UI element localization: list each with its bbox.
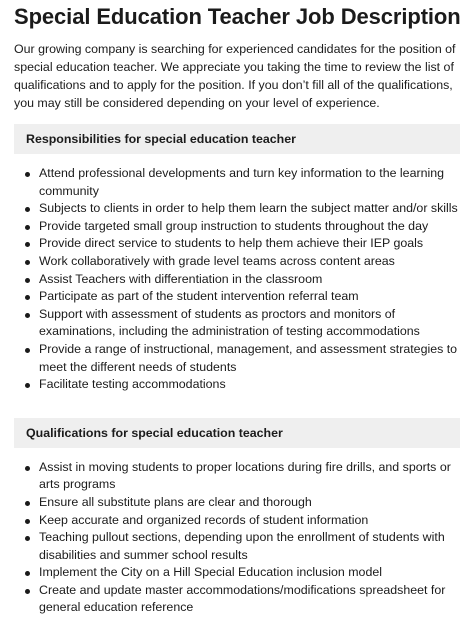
list-item [14, 341, 460, 376]
responsibilities-heading: Responsibilities for special education teacher [14, 124, 460, 154]
bullet-icon [25, 383, 30, 388]
list-item-text: Assist in moving students to proper locations during fire drills, and sports or arts programs [39, 459, 451, 492]
list-item [14, 306, 460, 341]
responsibilities-list [14, 165, 460, 394]
bullet-icon [25, 242, 30, 247]
list-item [14, 494, 460, 512]
bullet-icon [25, 571, 30, 576]
list-item-text: Attend professional developments and turn key information to the learning community [39, 166, 445, 198]
qualifications-heading: Qualifications for special education teacher [14, 418, 460, 448]
qualifications-list [14, 459, 460, 617]
list-item [14, 582, 460, 617]
bullet-icon [25, 348, 30, 353]
bullet-icon [25, 466, 30, 471]
list-item-text: Participate as part of the student intervention referral team [39, 289, 359, 304]
list-item-text: Provide targeted small group instruction to students throughout the day [39, 218, 429, 233]
list-item [14, 376, 460, 394]
list-item [14, 235, 460, 253]
list-item [14, 200, 460, 218]
bullet-icon [25, 519, 30, 524]
intro-paragraph: Our growing company is searching for experienced candidates for the position of special education teacher. We appreciate you taking the time to review the list of qualifications and to apply for the position. If you don’t fill all of the qualifications, you may still be considered depending on your level of experience. [14, 42, 456, 110]
bullet-icon [25, 225, 30, 230]
bullet-icon [25, 536, 30, 541]
list-item-text: Assist Teachers with differentiation in the classroom [39, 271, 323, 286]
bullet-icon [25, 313, 30, 318]
list-item-text: Work collaboratively with grade level teams across content areas [39, 253, 395, 268]
list-item [14, 564, 460, 582]
section-spacer [14, 394, 460, 406]
list-item [14, 529, 460, 564]
list-item [14, 459, 460, 494]
list-item [14, 271, 460, 289]
list-item [14, 218, 460, 236]
list-item-text: Subjects to clients in order to help them learn the subject matter and/or skills [39, 201, 458, 216]
bullet-icon [25, 260, 30, 265]
list-item-text: Ensure all substitute plans are clear and thorough [39, 494, 312, 509]
bullet-icon [25, 501, 30, 506]
list-item-text: Implement the City on a Hill Special Education inclusion model [39, 565, 382, 580]
bullet-icon [25, 589, 30, 594]
list-item-text: Support with assessment of students as proctors and monitors of examinations, including the administration of testing accommodations [39, 306, 420, 339]
list-item-text: Provide a range of instructional, management, and assessment strategies to meet the different needs of students [39, 341, 458, 374]
list-item [14, 165, 460, 200]
page-title: Special Education Teacher Job Description [14, 4, 461, 29]
list-item-text: Create and update master accommodations/modifications spreadsheet for general education reference [39, 582, 446, 615]
list-item-text: Provide direct service to students to help them achieve their IEP goals [39, 236, 424, 251]
bullet-icon [25, 278, 30, 283]
list-item [14, 288, 460, 306]
list-item [14, 253, 460, 271]
list-item-text: Keep accurate and organized records of student information [39, 512, 369, 527]
bullet-icon [25, 172, 30, 177]
list-item [14, 512, 460, 530]
bullet-icon [25, 207, 30, 212]
list-item-text: Teaching pullout sections, depending upon the enrollment of students with disabilities and summer school results [39, 530, 445, 562]
bullet-icon [25, 295, 30, 300]
list-item-text: Facilitate testing accommodations [39, 377, 226, 392]
